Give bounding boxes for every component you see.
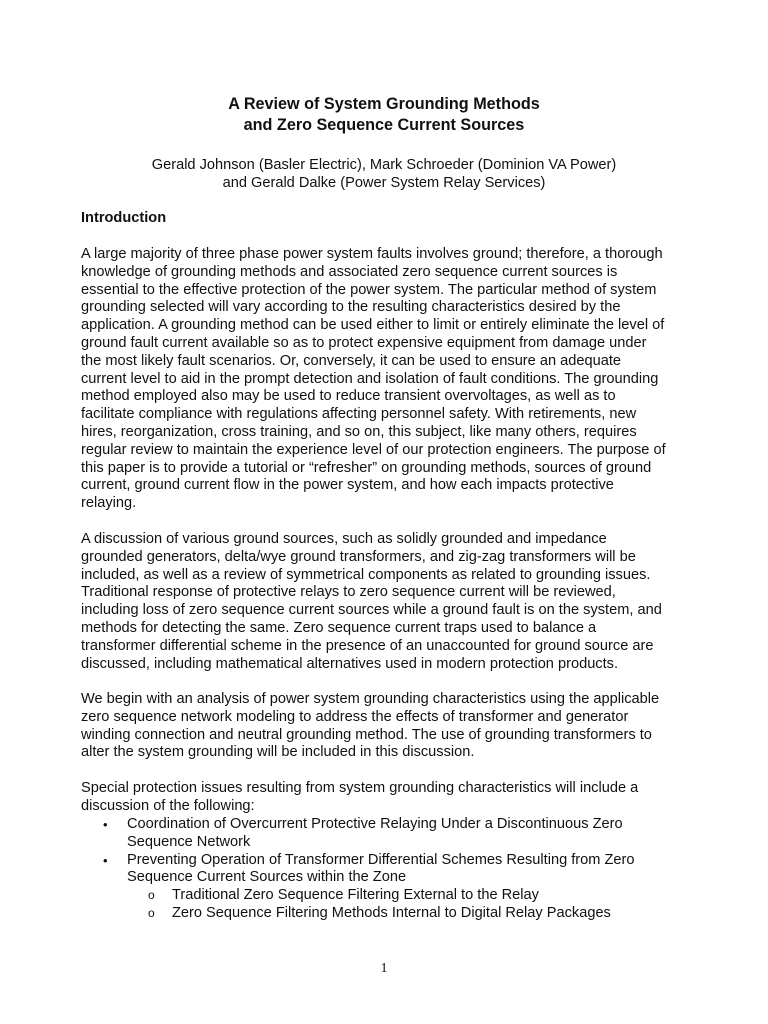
bullet-list: [81, 816, 701, 923]
circle-bullet-icon: o: [148, 888, 155, 903]
paragraph-line: grounded generators, delta/wye ground transformers, and zig-zag transformers will be: [81, 548, 636, 565]
paragraph-line: hires, reorganization, cross training, and so on, this subject, like many others, requires: [81, 423, 637, 440]
section-heading: Introduction: [81, 210, 167, 226]
paragraph-line: including loss of zero sequence current sources while a ground fault is on the system, and: [81, 602, 662, 619]
paragraph-line: alter the system grounding will be included in this discussion.: [81, 744, 475, 761]
paragraph-line: current level to aid in the prompt detection and isolation of fault conditions. The grounding: [81, 370, 659, 387]
paragraph-line: method employed also may be used to reduce transient overvoltages, as well as to: [81, 388, 616, 405]
paragraph-line: Traditional response of protective relays to zero sequence current will be reviewed,: [81, 584, 616, 601]
bullet-icon: •: [103, 817, 108, 832]
bullet-item-line: [81, 816, 701, 834]
author-line: and Gerald Dalke (Power System Relay Services): [222, 175, 546, 191]
page-number: 1: [380, 961, 388, 976]
bullet-text: Preventing Operation of Transformer Differential Schemes Resulting from Zero: [127, 851, 635, 868]
paragraph: [81, 780, 687, 816]
paragraph: [81, 246, 687, 513]
paragraph-line: discussed, including mathematical alternatives used in modern protection products.: [81, 655, 619, 672]
circle-bullet-icon: o: [148, 905, 155, 920]
paragraph-line: winding connection and neutral grounding method. The use of grounding transformers to: [81, 726, 652, 743]
paragraph-line: A discussion of various ground sources, such as solidly grounded and impedance: [81, 531, 607, 547]
bullet-item-line: [81, 852, 701, 870]
paper-title: [0, 94, 768, 136]
paragraph-line: this paper is to provide a tutorial or “refresher” on grounding methods, sources of ground: [81, 459, 652, 476]
paragraph-line: essential to the effective protection of the power system. The particular method of system: [81, 281, 657, 298]
author-line: Gerald Johnson (Basler Electric), Mark Schroeder (Dominion VA Power): [151, 157, 617, 173]
paragraph-line: current, ground current flow in the power system, and how each impacts protective: [81, 477, 614, 494]
paragraph-line: transformer differential scheme in the presence of an unaccounted for ground source are: [81, 637, 654, 654]
sub-bullet-text: Traditional Zero Sequence Filtering External to the Relay: [172, 887, 539, 904]
bullet-icon: •: [103, 852, 108, 868]
bullet-text: Sequence Network: [127, 833, 251, 850]
sub-bullet-item: [81, 905, 701, 923]
paragraph-line: included, as well as a review of symmetrical components as related to grounding issues.: [81, 566, 651, 583]
paragraph-line: methods for detecting the same. Zero sequence current traps used to balance a: [81, 619, 597, 636]
sub-bullet-text: Zero Sequence Filtering Methods Internal to Digital Relay Packages: [172, 904, 611, 921]
bullet-text: Coordination of Overcurrent Protective Relaying Under a Discontinuous Zero: [127, 816, 623, 832]
paragraph-line: A large majority of three phase power system faults involves ground; therefore, a thorough: [81, 246, 663, 262]
paragraph-line: Special protection issues resulting from system grounding characteristics will include a: [81, 780, 639, 796]
title-line: A Review of System Grounding Methods: [228, 95, 540, 113]
author-list: [0, 156, 768, 192]
paragraph-line: grounding selected will vary according to the resulting characteristics desired by the: [81, 299, 621, 316]
paragraph-line: zero sequence network modeling to address the effects of transformer and generator: [81, 708, 629, 725]
sub-bullet-item: [81, 887, 701, 905]
bullet-item-line: [81, 834, 701, 852]
title-line: and Zero Sequence Current Sources: [243, 116, 525, 134]
paragraph-line: the most likely fault scenarios. Or, conversely, it can be used to ensure an adequate: [81, 352, 621, 369]
paragraph-line: application. A grounding method can be used either to limit or entirely eliminate the level of: [81, 317, 665, 334]
paragraph-line: facilitate compliance with regulations affecting personnel safety. With retirements, new: [81, 406, 637, 423]
paragraph-line: relaying.: [81, 495, 137, 512]
paragraph-line: regular review to maintain the experience level of our protection engineers. The purpose of: [81, 441, 666, 458]
paragraph: [81, 531, 687, 673]
paragraph-line: discussion of the following:: [81, 797, 255, 814]
paragraph-line: We begin with an analysis of power system grounding characteristics using the applicable: [81, 691, 660, 707]
paragraph: [81, 691, 687, 762]
bullet-text: Sequence Current Sources within the Zone: [127, 869, 407, 886]
paragraph-line: ground fault current available so as to protect expensive equipment from damage under: [81, 334, 647, 351]
bullet-item-line: [81, 869, 701, 887]
paragraph-line: knowledge of grounding methods and associated zero sequence current sources is: [81, 263, 618, 280]
